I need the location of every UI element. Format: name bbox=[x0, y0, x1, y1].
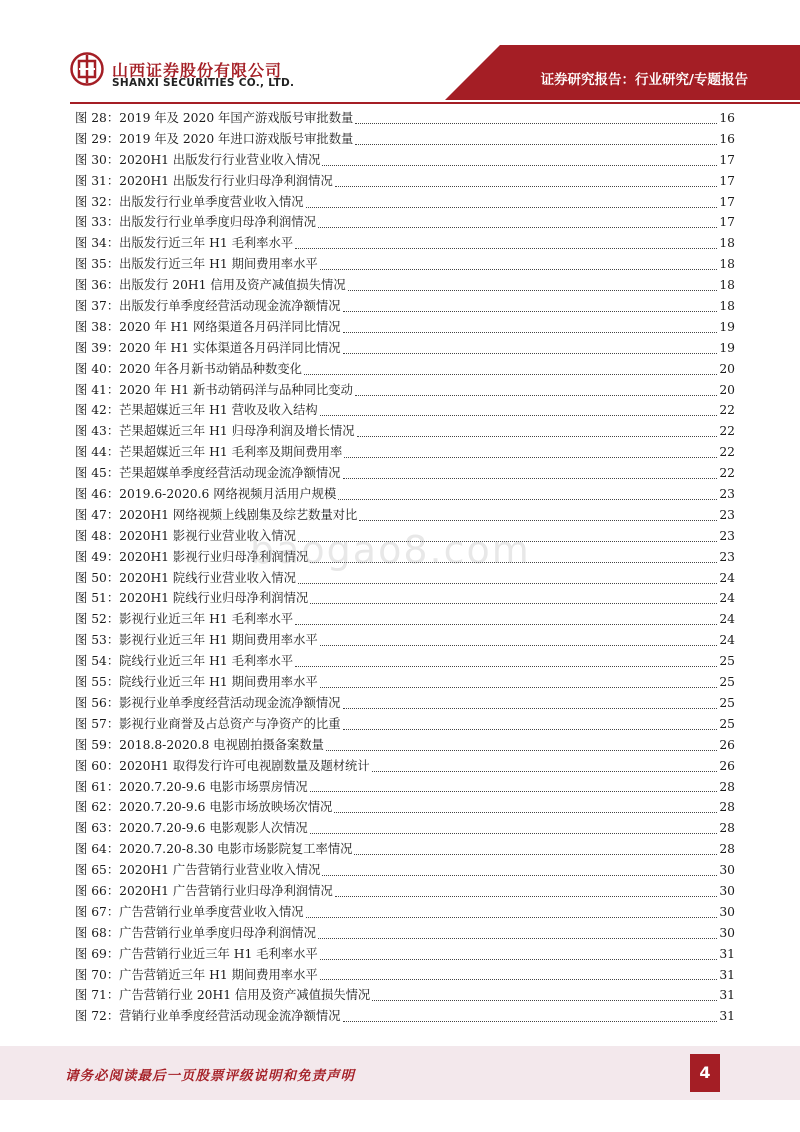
toc-entry-page: 23 bbox=[719, 528, 735, 543]
toc-entry[interactable] bbox=[75, 505, 735, 526]
toc-entry-page: 23 bbox=[719, 549, 735, 564]
page-header bbox=[0, 0, 800, 100]
toc-leader-dots bbox=[344, 457, 717, 458]
toc-leader-dots bbox=[320, 415, 717, 416]
toc-leader-dots bbox=[343, 729, 718, 730]
toc-entry[interactable] bbox=[75, 651, 735, 672]
toc-entry-page: 19 bbox=[719, 319, 735, 334]
toc-leader-dots bbox=[372, 1000, 717, 1001]
toc-entry[interactable] bbox=[75, 296, 735, 317]
toc-entry-page: 18 bbox=[719, 299, 735, 314]
toc-leader-dots bbox=[343, 478, 718, 479]
toc-entry[interactable] bbox=[75, 672, 735, 693]
toc-entry-page: 22 bbox=[719, 424, 735, 439]
toc-entry-page: 16 bbox=[719, 131, 735, 146]
header-rule bbox=[70, 102, 800, 104]
toc-entry-page: 25 bbox=[719, 654, 735, 669]
company-name-cn: 山西证券股份有限公司 bbox=[112, 61, 283, 80]
toc-entry[interactable] bbox=[75, 171, 735, 192]
toc-entry[interactable] bbox=[75, 1006, 735, 1027]
toc-entry-page: 24 bbox=[719, 591, 735, 606]
toc-entry[interactable] bbox=[75, 818, 735, 839]
toc-leader-dots bbox=[326, 750, 717, 751]
toc-entry-label: 图 56：影视行业单季度经营活动现金流净额情况 bbox=[75, 695, 341, 710]
footer-disclaimer: 请务必阅读最后一页股票评级说明和免责声明 bbox=[65, 1068, 355, 1084]
toc-entry-label: 图 40：2020 年各月新书动销品种数变化 bbox=[75, 361, 302, 376]
toc-entry-page: 30 bbox=[719, 904, 735, 919]
toc-entry[interactable] bbox=[75, 881, 735, 902]
toc-entry-page: 28 bbox=[719, 800, 735, 815]
toc-leader-dots bbox=[354, 854, 717, 855]
toc-leader-dots bbox=[318, 938, 717, 939]
toc-entry[interactable] bbox=[75, 923, 735, 944]
toc-leader-dots bbox=[359, 520, 717, 521]
toc-entry-page: 25 bbox=[719, 675, 735, 690]
toc-entry-label: 图 61：2020.7.20-9.6 电影市场票房情况 bbox=[75, 779, 308, 794]
toc-entry-page: 28 bbox=[719, 779, 735, 794]
toc-entry-label: 图 46：2019.6-2020.6 网络视频月活用户规模 bbox=[75, 487, 337, 502]
toc-entry-label: 图 29：2019 年及 2020 年进口游戏版号审批数量 bbox=[75, 131, 354, 146]
toc-entry-label: 图 62：2020.7.20-9.6 电影市场放映场次情况 bbox=[75, 800, 333, 815]
toc-entry-page: 30 bbox=[719, 863, 735, 878]
toc-leader-dots bbox=[343, 353, 717, 354]
toc-entry[interactable] bbox=[75, 233, 735, 254]
toc-leader-dots bbox=[310, 833, 717, 834]
toc-entry-page: 18 bbox=[719, 236, 735, 251]
toc-entry-label: 图 37：出版发行单季度经营活动现金流净额情况 bbox=[75, 299, 341, 314]
toc-entry-page: 28 bbox=[719, 821, 735, 836]
toc-entry[interactable] bbox=[75, 609, 735, 630]
toc-entry[interactable] bbox=[75, 254, 735, 275]
toc-entry-page: 22 bbox=[719, 466, 735, 481]
toc-entry[interactable] bbox=[75, 902, 735, 923]
toc-entry-label: 图 63：2020.7.20-9.6 电影观影人次情况 bbox=[75, 821, 308, 836]
toc-leader-dots bbox=[335, 186, 717, 187]
toc-entry-label: 图 68：广告营销行业单季度归母净利润情况 bbox=[75, 925, 316, 940]
toc-entry[interactable] bbox=[75, 735, 735, 756]
toc-entry-page: 16 bbox=[719, 111, 735, 125]
toc-entry-label: 图 65：2020H1 广告营销行业营业收入情况 bbox=[75, 863, 321, 878]
toc-leader-dots bbox=[343, 708, 718, 709]
page-number: 4 bbox=[690, 1054, 720, 1092]
toc-entry[interactable] bbox=[75, 839, 735, 860]
toc-entry-label: 图 44：芒果超媒近三年 H1 毛利率及期间费用率 bbox=[75, 445, 343, 460]
toc-entry-page: 31 bbox=[719, 1009, 735, 1024]
toc-entry-label: 图 45：芒果超媒单季度经营活动现金流净额情况 bbox=[75, 466, 341, 481]
toc-leader-dots bbox=[355, 395, 717, 396]
toc-entry[interactable] bbox=[75, 965, 735, 986]
toc-entry-label: 图 28：2019 年及 2020 年国产游戏版号审批数量 bbox=[75, 111, 354, 125]
toc-entry-label: 图 72：营销行业单季度经营活动现金流净额情况 bbox=[75, 1009, 341, 1024]
toc-entry-page: 31 bbox=[719, 967, 735, 982]
toc-entry-label: 图 36：出版发行 20H1 信用及资产减值损失情况 bbox=[75, 278, 346, 293]
toc-entry[interactable] bbox=[75, 275, 735, 296]
toc-entry[interactable] bbox=[75, 359, 735, 380]
toc-leader-dots bbox=[343, 311, 718, 312]
toc-leader-dots bbox=[372, 771, 717, 772]
toc-entry[interactable] bbox=[75, 777, 735, 798]
toc-entry-label: 图 39：2020 年 H1 实体渠道各月码洋同比情况 bbox=[75, 340, 341, 355]
toc-entry-label: 图 43：芒果超媒近三年 H1 归母净利润及增长情况 bbox=[75, 424, 355, 439]
toc-entry-page: 23 bbox=[719, 507, 735, 522]
toc-entry[interactable] bbox=[75, 338, 735, 359]
toc-entry-label: 图 42：芒果超媒近三年 H1 营收及收入结构 bbox=[75, 403, 318, 418]
toc-leader-dots bbox=[343, 1021, 718, 1022]
toc-entry-label: 图 33：出版发行行业单季度归母净利润情况 bbox=[75, 215, 316, 230]
toc-leader-dots bbox=[348, 290, 717, 291]
toc-entry[interactable] bbox=[75, 985, 735, 1006]
toc-leader-dots bbox=[355, 144, 717, 145]
toc-entry[interactable] bbox=[75, 860, 735, 881]
toc-entry-page: 26 bbox=[719, 758, 735, 773]
toc-entry-label: 图 69：广告营销行业近三年 H1 毛利率水平 bbox=[75, 946, 318, 961]
toc-entry[interactable] bbox=[75, 944, 735, 965]
toc-entry-label: 图 34：出版发行近三年 H1 毛利率水平 bbox=[75, 236, 294, 251]
toc-leader-dots bbox=[320, 979, 717, 980]
toc-leader-dots bbox=[320, 645, 717, 646]
toc-entry-label: 图 52：影视行业近三年 H1 毛利率水平 bbox=[75, 612, 294, 627]
toc-entry[interactable] bbox=[75, 317, 735, 338]
toc-entry-page: 18 bbox=[719, 257, 735, 272]
toc-entry-label: 图 31：2020H1 出版发行行业归母净利润情况 bbox=[75, 173, 333, 188]
toc-leader-dots bbox=[322, 165, 717, 166]
toc-entry[interactable] bbox=[75, 756, 735, 777]
toc-entry-label: 图 50：2020H1 院线行业营业收入情况 bbox=[75, 570, 296, 585]
watermark: baogao8.com bbox=[250, 528, 531, 572]
toc-leader-dots bbox=[320, 269, 717, 270]
toc-entry-page: 20 bbox=[719, 382, 735, 397]
toc-entry-label: 图 48：2020H1 影视行业营业收入情况 bbox=[75, 528, 296, 543]
toc-entry-label: 图 55：院线行业近三年 H1 期间费用率水平 bbox=[75, 675, 318, 690]
toc-entry-page: 18 bbox=[719, 278, 735, 293]
toc-entry-label: 图 59：2018.8-2020.8 电视剧拍摄备案数量 bbox=[75, 737, 324, 752]
toc-leader-dots bbox=[320, 687, 717, 688]
toc-entry-page: 28 bbox=[719, 842, 735, 857]
toc-leader-dots bbox=[304, 374, 717, 375]
toc-entry-page: 30 bbox=[719, 883, 735, 898]
toc-entry-page: 17 bbox=[719, 194, 735, 209]
toc-leader-dots bbox=[343, 332, 717, 333]
toc-entry-label: 图 38：2020 年 H1 网络渠道各月码洋同比情况 bbox=[75, 319, 341, 334]
toc-entry[interactable] bbox=[75, 108, 735, 129]
toc-entry-page: 22 bbox=[719, 403, 735, 418]
toc-leader-dots bbox=[322, 875, 717, 876]
toc-entry[interactable] bbox=[75, 150, 735, 171]
toc-entry-page: 17 bbox=[719, 215, 735, 230]
toc-entry-page: 31 bbox=[719, 946, 735, 961]
toc-entry[interactable] bbox=[75, 400, 735, 421]
toc-entry[interactable] bbox=[75, 421, 735, 442]
toc-entry-label: 图 66：2020H1 广告营销行业归母净利润情况 bbox=[75, 883, 333, 898]
toc-entry-label: 图 60：2020H1 取得发行许可电视剧数量及题材统计 bbox=[75, 758, 370, 773]
toc-leader-dots bbox=[318, 227, 717, 228]
toc-entry[interactable] bbox=[75, 484, 735, 505]
toc-entry-page: 23 bbox=[719, 487, 735, 502]
toc-entry-page: 17 bbox=[719, 152, 735, 167]
toc-entry[interactable] bbox=[75, 192, 735, 213]
toc-entry-label: 图 71：广告营销行业 20H1 信用及资产减值损失情况 bbox=[75, 988, 371, 1003]
toc-entry-label: 图 64：2020.7.20-8.30 电影市场影院复工率情况 bbox=[75, 842, 353, 857]
toc-entry[interactable] bbox=[75, 129, 735, 150]
toc-entry-page: 26 bbox=[719, 737, 735, 752]
toc-entry-page: 24 bbox=[719, 570, 735, 585]
toc-leader-dots bbox=[295, 666, 717, 667]
toc-entry-page: 22 bbox=[719, 445, 735, 460]
toc-entry-label: 图 67：广告营销行业单季度营业收入情况 bbox=[75, 904, 304, 919]
toc-entry-label: 图 30：2020H1 出版发行行业营业收入情况 bbox=[75, 152, 321, 167]
toc-entry[interactable] bbox=[75, 714, 735, 735]
toc-leader-dots bbox=[306, 917, 717, 918]
toc-entry-label: 图 41：2020 年 H1 新书动销码洋与品种同比变动 bbox=[75, 382, 353, 397]
toc-entry[interactable] bbox=[75, 630, 735, 651]
toc-leader-dots bbox=[295, 624, 717, 625]
toc-entry-label: 图 47：2020H1 网络视频上线剧集及综艺数量对比 bbox=[75, 507, 358, 522]
toc-entry-label: 图 49：2020H1 影视行业归母净利润情况 bbox=[75, 549, 309, 564]
toc-leader-dots bbox=[355, 123, 717, 124]
toc-leader-dots bbox=[334, 812, 717, 813]
toc-entry-page: 24 bbox=[719, 633, 735, 648]
toc-entry-page: 25 bbox=[719, 695, 735, 710]
toc-entry-label: 图 35：出版发行近三年 H1 期间费用率水平 bbox=[75, 257, 318, 272]
toc-entry-page: 24 bbox=[719, 612, 735, 627]
toc-entry-page: 19 bbox=[719, 340, 735, 355]
toc-entry-label: 图 70：广告营销近三年 H1 期间费用率水平 bbox=[75, 967, 318, 982]
toc-entry-label: 图 53：影视行业近三年 H1 期间费用率水平 bbox=[75, 633, 318, 648]
toc-leader-dots bbox=[357, 436, 717, 437]
company-name-en: SHANXI SECURITIES CO., LTD. bbox=[112, 77, 295, 89]
company-logo-icon bbox=[70, 52, 104, 86]
toc-entry-page: 17 bbox=[719, 173, 735, 188]
toc-entry-label: 图 57：影视行业商誉及占总资产与净资产的比重 bbox=[75, 716, 341, 731]
toc-leader-dots bbox=[320, 959, 717, 960]
toc-entry[interactable] bbox=[75, 693, 735, 714]
toc-entry-page: 31 bbox=[719, 988, 735, 1003]
toc-leader-dots bbox=[335, 896, 717, 897]
report-type: 证券研究报告：行业研究/专题报告 bbox=[540, 72, 748, 88]
toc-leader-dots bbox=[306, 207, 717, 208]
toc-leader-dots bbox=[295, 248, 717, 249]
toc-entry-page: 20 bbox=[719, 361, 735, 376]
toc-entry[interactable] bbox=[75, 212, 735, 233]
toc-entry-page: 25 bbox=[719, 716, 735, 731]
toc-entry[interactable] bbox=[75, 380, 735, 401]
toc-entry-label: 图 54：院线行业近三年 H1 毛利率水平 bbox=[75, 654, 294, 669]
toc-entry[interactable] bbox=[75, 588, 735, 609]
toc-entry[interactable] bbox=[75, 442, 735, 463]
toc-entry[interactable] bbox=[75, 797, 735, 818]
toc-entry-label: 图 51：2020H1 院线行业归母净利润情况 bbox=[75, 591, 309, 606]
toc-leader-dots bbox=[338, 499, 717, 500]
toc-leader-dots bbox=[298, 583, 717, 584]
toc-leader-dots bbox=[310, 791, 717, 792]
toc-leader-dots bbox=[310, 603, 717, 604]
toc-entry[interactable] bbox=[75, 463, 735, 484]
toc-entry-page: 30 bbox=[719, 925, 735, 940]
toc-entry-label: 图 32：出版发行行业单季度营业收入情况 bbox=[75, 194, 304, 209]
